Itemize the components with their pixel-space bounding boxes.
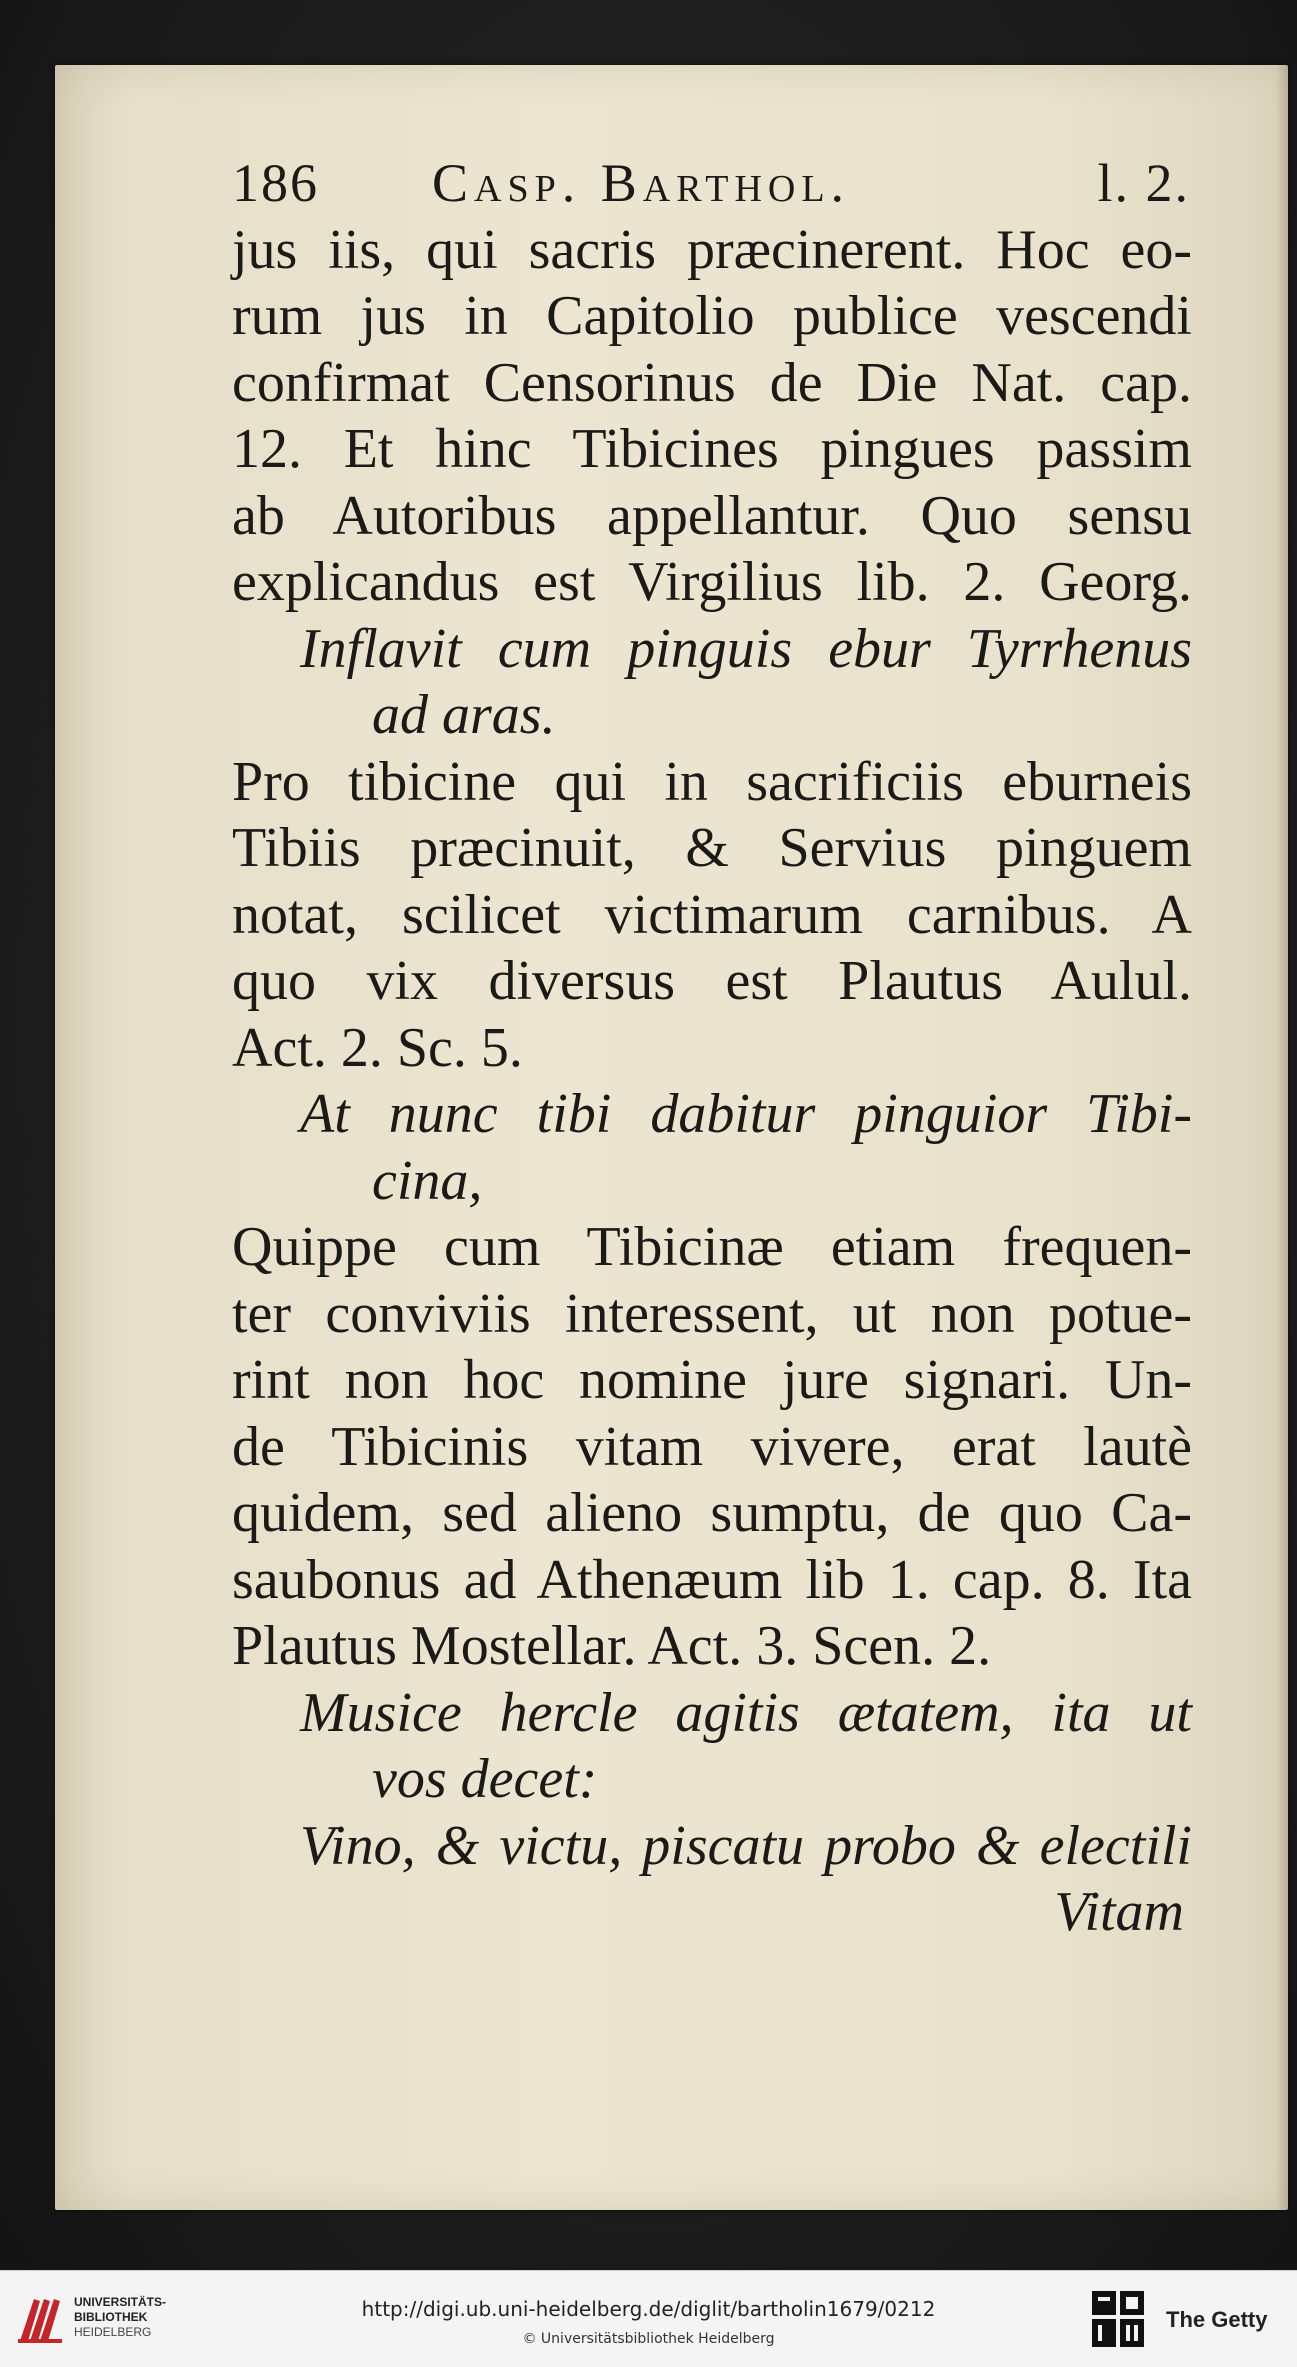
text-line: confirmat Censorinus de Die Nat. cap. xyxy=(232,351,1192,414)
text-line: saubonus ad Athenæum lib 1. cap. 8. Ita xyxy=(232,1548,1192,1611)
text-line: notat, scilicet victimarum carnibus. A xyxy=(232,883,1192,946)
page-edge-shadow xyxy=(1276,65,1288,2210)
library-name-line: BIBLIOTHEK xyxy=(74,2310,148,2324)
verse-line: vos decet: xyxy=(372,1748,598,1810)
verse-line: Musice hercle agitis ætatem, ita ut xyxy=(300,1681,1192,1744)
text-line: explicandus est Virgilius lib. 2. Georg. xyxy=(232,551,1192,613)
permalink-url[interactable]: http://digi.ub.uni-heidelberg.de/diglit/bartholin1679/0212 xyxy=(361,2297,936,2321)
verse-line: cina, xyxy=(372,1149,483,1212)
section-marker: l. 2. xyxy=(1097,153,1190,213)
text-line: Act. 2. Sc. 5. xyxy=(232,1016,523,1079)
text-line: ter conviviis interessent, ut non potue- xyxy=(232,1282,1192,1345)
page-text-block xyxy=(232,150,1192,1946)
text-line: ab Autoribus appellantur. Quo sensu xyxy=(232,484,1192,547)
verse-line: Vino, & victu, piscatu probo & electili xyxy=(300,1814,1192,1877)
verse-line: At nunc tibi dabitur pinguior Tibi- xyxy=(300,1083,1192,1145)
running-head-title: Casp. Barthol. xyxy=(432,153,851,213)
verse-line: Inflavit cum pinguis ebur Tyrrhenus xyxy=(300,617,1192,680)
text-line: quo vix diversus est Plautus Aulul. xyxy=(232,950,1192,1012)
text-line: jus iis, qui sacris præcinerent. Hoc eo- xyxy=(232,218,1192,281)
library-name-line: HEIDELBERG xyxy=(74,2325,152,2339)
text-line: Quippe cum Tibicinæ etiam frequen- xyxy=(232,1216,1192,1278)
viewer-footer xyxy=(0,2270,1297,2367)
verse-line: ad aras. xyxy=(372,684,556,746)
text-line: quidem, sed alieno sumptu, de quo Ca- xyxy=(232,1482,1192,1544)
library-name-line: UNIVERSITÄTS- xyxy=(74,2295,167,2309)
copyright-notice: © Universitätsbibliothek Heidelberg xyxy=(522,2331,775,2347)
text-line: rum jus in Capitolio publice vescendi xyxy=(232,285,1192,347)
text-line: de Tibicinis vitam vivere, erat lautè xyxy=(232,1415,1192,1478)
text-line: 12. Et hinc Tibicines pingues passim xyxy=(232,418,1192,480)
text-line: Plautus Mostellar. Act. 3. Scen. 2. xyxy=(232,1615,992,1677)
text-line: rint non hoc nomine jure signari. Un- xyxy=(232,1349,1192,1411)
text-line: Tibiis præcinuit, & Servius pinguem xyxy=(232,817,1192,879)
text-line: Pro tibicine qui in sacrificiis eburneis xyxy=(232,750,1192,813)
getty-logo-icon xyxy=(1090,2289,1146,2351)
partner-name: The Getty xyxy=(1166,2307,1268,2332)
running-header xyxy=(232,150,1192,217)
catchword: Vitam xyxy=(1054,1881,1184,1943)
page-number: 186 xyxy=(232,153,319,213)
